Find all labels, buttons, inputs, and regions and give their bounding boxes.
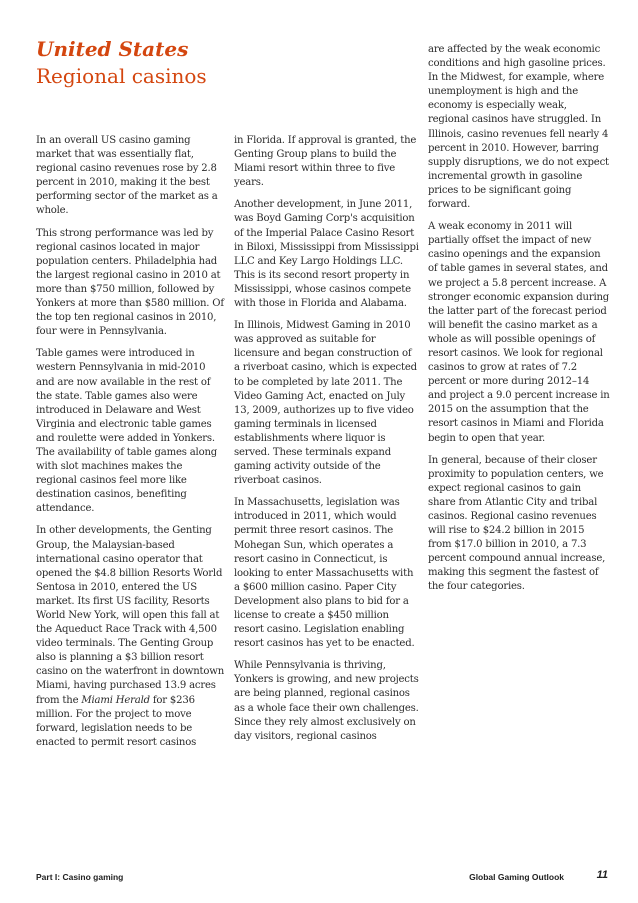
footer-publication-title: Global Gaming Outlook [469,872,564,882]
paragraph: A weak economy in 2011 will partially offset the impact of new casino openings and the expansion of table games in several states, and we project a 5.8 percent increase. A stronger economic expansion during the latter part of the forecast period will benefit the casino market as a whole as will possible openings of resort casinos. We look for regional casinos to grow at rates of 7.2 percent or more during 2012–14 and project a 9.0 percent increase in 2015 on the assumption that the resort casinos in Miami and Florida begin to open that year. [428,221,610,444]
paragraph: While Pennsylvania is thriving, Yonkers is growing, and new projects are being planned, regional casinos as a whole face their own challenges. Since they rely almost exclusively on day visitors, regional casinos [234,660,419,742]
paragraph: In an overall US casino gaming market that was essentially flat, regional casino revenues rose by 2.8 percent in 2010, making it the best performing sector of the market as a whole. [36,135,218,217]
paragraph-text: In other developments, the Genting Group, the Malaysian-based international casino operator that opened the $4.8 billion Resorts World Sentosa in 2010, entered the US market. Its first US facility, Resorts World New York, will open this fall at the Aqueduct Race Track with 4,500 video terminals. The Genting Group also is planning a $3 billion resort casino on the waterfront in downtown Miami, having purchased 13.9 acres from the [36,525,224,706]
text-column-3 [428,43,610,603]
paragraph: In Illinois, Midwest Gaming in 2010 was approved as suitable for licensure and began construction of a riverboat casino, which is expected to be completed by late 2011. The Video Gaming Act, enacted on July 13, 2009, authorizes up to five video gaming terminals in licensed establishments where liquor is served. These terminals expand gaming activity outside of the riverboat casinos. [234,320,417,487]
paragraph-text: for $236 million. For the project to move forward, legislation needs to be enacted to permit resort casinos [36,694,197,748]
paragraph: are affected by the weak economic conditions and high gasoline prices. In the Midwest, for example, where unemployment is high and the economy is especially weak, regional casinos have struggled. In Illinois, casino revenues fell nearly 4 percent in 2010. However, barring supply disruptions, we do not expect incremental growth in gasoline prices to be significant going forward. [428,44,609,211]
page-subtitle: Regional casinos [36,64,207,88]
page-number: 11 [596,869,608,881]
publication-name: Miami Herald [81,694,150,706]
paragraph: Table games were introduced in western Pennsylvania in mid-2010 and are now available in the rest of the state. Table games also were introduced in Delaware and West Virginia and electronic table games and roulette were added in Yonkers. The availability of table games along with slot machines makes the regional casinos feel more like destination casinos, benefiting attendance. [36,348,218,515]
paragraph: This strong performance was led by regional casinos located in major population centers. Philadelphia had the largest regional casino in 2010 at more than $750 million, followed by Yonkers at more than $580 million. Of the top ten regional casinos in 2010, four were in Pennsylvania. [36,227,224,338]
paragraph: In general, because of their closer proximity to population centers, we expect regional casinos to gain share from Atlantic City and tribal casinos. Regional casino revenues will rise to $24.2 billion in 2015 from $17.0 billion in 2010, a 7.3 percent compound annual increase, making this segment the fastest of the four categories. [428,454,606,593]
paragraph: in Florida. If approval is granted, the Genting Group plans to build the Miami resort within three to five years. [234,135,417,189]
paragraph: Another development, in June 2011, was Boyd Gaming Corp's acquisition of the Imperial Palace Casino Resort in Biloxi, Mississippi from Mississippi LLC and Key Largo Holdings LLC. This is its second resort property in Mississippi, whose casinos compete with those in Florida and Alabama. [234,199,419,310]
paragraph: In Massachusetts, legislation was introduced in 2011, which would permit three resort casinos. The Mohegan Sun, which operates a resort casino in Connecticut, is looking to enter Massachusetts with a $600 million casino. Paper City Development also plans to bid for a license to create a $450 million resort casino. Legislation enabling resort casinos has yet to be enacted. [234,497,415,650]
page-title: United States [36,37,189,61]
footer-section-label: Part I: Casino gaming [36,872,124,882]
text-column-1 [36,134,225,758]
text-column-2 [234,134,419,752]
paragraph [36,524,225,750]
